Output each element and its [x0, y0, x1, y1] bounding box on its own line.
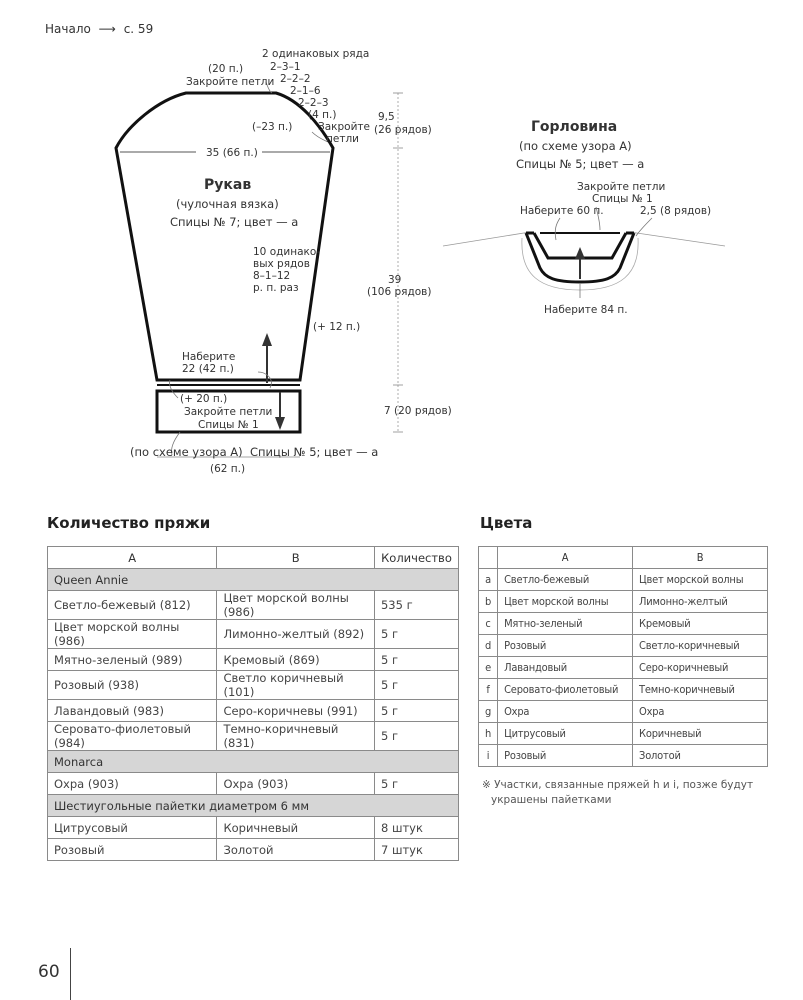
page-number: 60 [38, 962, 60, 982]
pattern-ref: (по схеме узора А) [130, 445, 243, 459]
table-row: Цвет морской волны (986) Лимонно-желтый (892) 5 г [48, 620, 459, 649]
neck-cast-60: Наберите 60 п. [520, 205, 604, 217]
neck-title: Горловина [531, 119, 618, 135]
neck-height: 2,5 (8 рядов) [640, 205, 712, 217]
dec-row-2: 2–2–2 [280, 73, 311, 85]
down-arrow-icon [275, 417, 285, 430]
table-row: Светло-бежевый (812) Цвет морской волны (986) 535 г [48, 591, 459, 620]
sleeve-stitch: (чулочная вязка) [176, 197, 279, 211]
col-a: A [48, 547, 217, 569]
top-close: Закройте петли [186, 76, 275, 88]
body-height-1: 39 [388, 274, 402, 286]
sleeve-needles: Спицы № 7; цвет — а [170, 215, 299, 229]
dec-row-4: 2–2–3 [298, 97, 329, 109]
table-row: Мятно-зеленый (989) Кремовый (869) 5 г [48, 649, 459, 671]
table-row: Серовато-фиолетовый (984) Темно-коричневый (831) 5 г [48, 722, 459, 751]
table-row: f Серовато-фиолетовый Темно-коричневый [479, 679, 768, 701]
colors-table [478, 546, 768, 767]
dec-header: 2 одинаковых ряда [262, 48, 370, 60]
table-row: c Мятно-зеленый Кремовый [479, 613, 768, 635]
cuff-needles-1: Спицы № 1 [198, 419, 259, 431]
neck-close-1: Закройте петли [577, 181, 666, 193]
neck-close-2: Спицы № 1 [592, 193, 653, 205]
dec-row-1: 2–3–1 [270, 61, 301, 73]
sleeve-title: Рукав [204, 177, 252, 193]
group-row: Шестиугольные пайетки диаметром 6 мм [48, 795, 459, 817]
note-line-2: украшены пайетками [491, 794, 612, 806]
yarn-heading: Количество пряжи [47, 514, 211, 532]
neck-cast-84: Наберите 84 п. [544, 304, 628, 316]
colors-note [482, 778, 762, 808]
colors-heading: Цвета [480, 514, 533, 532]
cap-height-2: (26 рядов) [374, 124, 432, 136]
yarn-table [47, 546, 459, 861]
page-ref: с. 59 [123, 22, 154, 36]
table-row: e Лавандовый Серо-коричневый [479, 657, 768, 679]
cast-on-1: Наберите [182, 351, 236, 363]
table-row: a Светло-бежевый Цвет морской волны [479, 569, 768, 591]
width-label: 35 (66 п.) [206, 147, 258, 159]
top-count: (20 п.) [208, 63, 244, 75]
table-row: b Цвет морской волны Лимонно-желтый [479, 591, 768, 613]
dec-row-5: (4 п.) [308, 109, 337, 121]
dec-row-3: 2–1–6 [290, 85, 321, 97]
yarn-table-header [48, 547, 459, 569]
arrow-icon: ⟶ [98, 22, 116, 36]
bottom-count: (62 п.) [210, 463, 246, 475]
side-close-2: петли [326, 133, 359, 145]
plus12: (+ 12 п.) [313, 321, 361, 333]
sleeve-outline [116, 93, 333, 380]
table-row: d Розовый Светло-коричневый [479, 635, 768, 657]
table-row: h Цитрусовый Коричневый [479, 723, 768, 745]
table-row: i Розовый Золотой [479, 745, 768, 767]
neck-up-arrow-icon [575, 247, 585, 259]
cast-on-2: 22 (42 п.) [182, 363, 234, 375]
neck-needles: Спицы № 5; цвет — а [516, 157, 645, 171]
body-height-2: (106 рядов) [367, 286, 432, 298]
inc-4: р. п. раз [253, 282, 299, 294]
up-arrow-icon [262, 333, 272, 346]
table-row: Розовый Золотой 7 штук [48, 839, 459, 861]
table-row: g Охра Охра [479, 701, 768, 723]
table-row: Охра (903) Охра (903) 5 г [48, 773, 459, 795]
plus20: (+ 20 п.) [180, 393, 228, 405]
cuff-close: Закройте петли [184, 406, 273, 418]
note-line-1: ※ Участки, связанные пряжей h и i, позже будут [482, 779, 754, 791]
page-divider [70, 948, 71, 1000]
start-label: Начало [45, 22, 91, 36]
group-row: Queen Annie [48, 569, 459, 591]
table-row: Розовый (938) Светло коричневый (101) 5 г [48, 671, 459, 700]
col-b: B [633, 547, 768, 569]
side-count: (–23 п.) [252, 121, 293, 133]
cuff-height: 7 (20 рядов) [384, 405, 452, 417]
col-qty: Количество [374, 547, 458, 569]
table-row: Цитрусовый Коричневый 8 штук [48, 817, 459, 839]
cap-height-1: 9,5 [378, 111, 395, 123]
col-b: B [217, 547, 375, 569]
cuff-needles-5: Спицы № 5; цвет — а [250, 445, 379, 459]
side-close-1: Закройте [318, 121, 370, 133]
group-row: Monarca [48, 751, 459, 773]
table-row: Лавандовый (983) Серо-коричневы (991) 5 г [48, 700, 459, 722]
inc-1: 10 одинако- [253, 246, 321, 258]
inc-2: вых рядов [253, 258, 310, 270]
neck-pattern: (по схеме узора А) [519, 139, 632, 153]
inc-3: 8–1–12 [253, 270, 291, 282]
colors-table-header [479, 547, 768, 569]
col-a: A [498, 547, 633, 569]
